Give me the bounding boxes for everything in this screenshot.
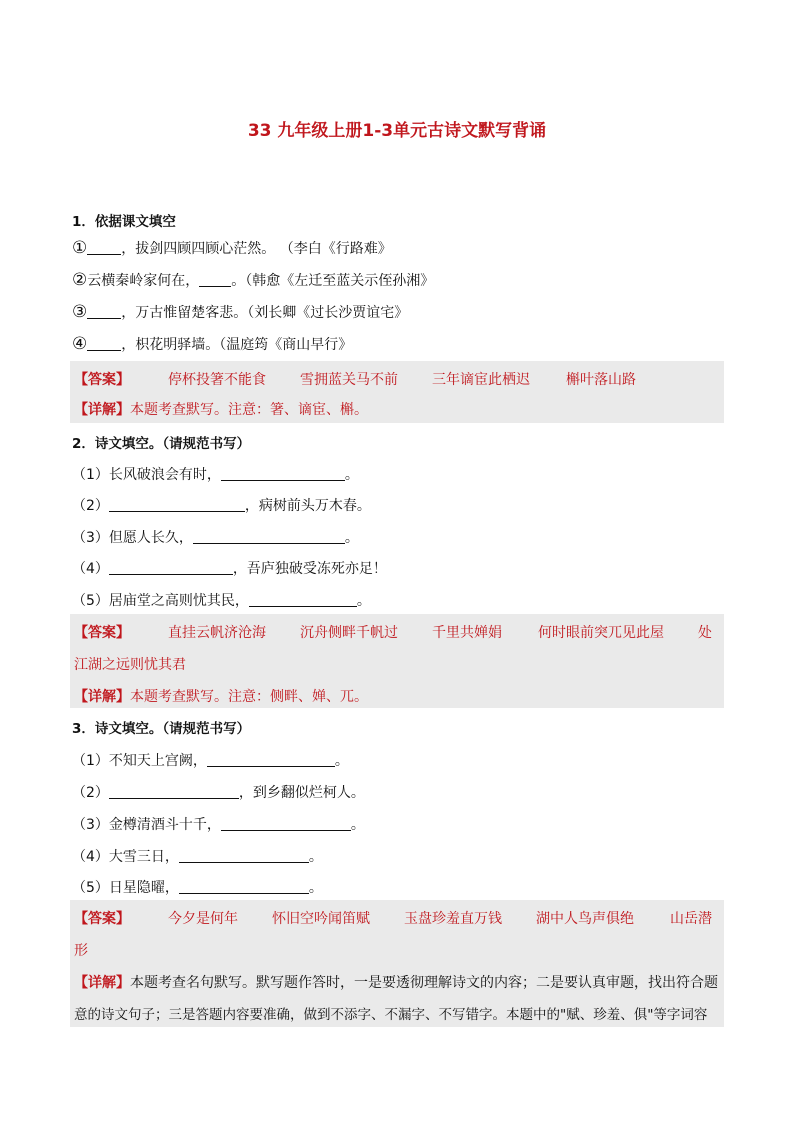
- blank: [249, 592, 357, 607]
- blank: [221, 466, 345, 481]
- answer-row: 【答案】 直挂云帆济沧海 沉舟侧畔千帆过 千里共婵娟 何时眼前突兀见此屋 处: [74, 622, 130, 642]
- blank: [193, 529, 345, 544]
- marker: ③: [72, 302, 88, 322]
- marker: ①: [72, 238, 88, 258]
- question-2-line-5: （5）居庙堂之高则忧其民， 。: [72, 593, 371, 609]
- blank: [87, 240, 121, 255]
- blank: [109, 497, 245, 512]
- answer-5: 山岳潜: [670, 911, 712, 927]
- blank: [207, 752, 335, 767]
- question-2-line-4: （4） ，吾庐独破受冻死亦足！: [72, 561, 387, 577]
- blank: [179, 848, 309, 863]
- answer-3: 三年谪宦此栖迟: [432, 372, 530, 388]
- question-3-line-2: （2） ，到乡翻似烂柯人。: [72, 785, 365, 801]
- page-title: 33 九年级上册1-3单元古诗文默写背诵: [247, 121, 547, 141]
- detail-row: 【详解】本题考查默写。注意：侧畔、婵、兀。: [74, 689, 368, 705]
- question-3-line-1: （1）不知天上宫阙， 。: [72, 753, 349, 769]
- question-2-line-3: （3）但愿人长久， 。: [72, 530, 359, 546]
- answer-2: 雪拥蓝关马不前: [300, 372, 398, 388]
- blank: [87, 336, 121, 351]
- marker: ②: [72, 270, 88, 290]
- blank: [87, 304, 121, 319]
- answer-1: 直挂云帆济沧海: [168, 625, 266, 641]
- detail-row-1: 【详解】本题考查名句默写。默写题作答时，一是要透彻理解诗文的内容；二是要认真审题，找出符合题: [74, 975, 718, 991]
- answer-row: 【答案】 今夕是何年 怀旧空吟闻笛赋 玉盘珍羞直万钱 湖中人鸟声俱绝 山岳潜: [74, 908, 130, 928]
- question-3-line-3: （3）金樽清酒斗十千， 。: [72, 817, 365, 833]
- question-3-line-4: （4）大雪三日， 。: [72, 849, 323, 865]
- answer-4: 湖中人鸟声俱绝: [536, 911, 634, 927]
- blank: [109, 560, 233, 575]
- answer-box-2: [70, 614, 724, 708]
- answer-row-wrap: 形: [74, 943, 88, 959]
- question-1-line-4: ④ ，枳花明驿墙。（温庭筠《商山早行》: [72, 334, 353, 354]
- answer-2: 怀旧空吟闻笛赋: [272, 911, 370, 927]
- answer-row-wrap: 江湖之远则忧其君: [74, 657, 186, 673]
- question-3-line-5: （5）日星隐曜， 。: [72, 880, 323, 896]
- answer-box-1: [70, 361, 724, 423]
- answer-2: 沉舟侧畔千帆过: [300, 625, 398, 641]
- answer-5: 处: [698, 625, 712, 641]
- question-2-line-1: （1）长风破浪会有时， 。: [72, 467, 359, 483]
- blank: [109, 784, 239, 799]
- question-2-line-2: （2） ，病树前头万木春。: [72, 498, 371, 514]
- blank: [179, 879, 309, 894]
- answer-1: 今夕是何年: [168, 911, 238, 927]
- question-3-heading: 3．诗文填空。（请规范书写）: [72, 721, 251, 737]
- blank: [221, 816, 351, 831]
- marker: ④: [72, 334, 88, 354]
- answer-row: 【答案】 停杯投箸不能食 雪拥蓝关马不前 三年谪宦此栖迟 槲叶落山路: [74, 369, 130, 389]
- question-2-heading: 2．诗文填空。（请规范书写）: [72, 436, 251, 452]
- detail-row: 【详解】本题考查默写。注意：箸、谪宦、槲。: [74, 402, 368, 418]
- answer-1: 停杯投箸不能食: [168, 372, 266, 388]
- answer-box-3: [70, 900, 724, 1027]
- answer-4: 槲叶落山路: [566, 372, 636, 388]
- answer-3: 千里共婵娟: [432, 625, 502, 641]
- question-1-line-2: ②云横秦岭家何在， 。（韩愈《左迁至蓝关示侄孙湘》: [72, 270, 435, 290]
- question-1-heading: 1．依据课文填空: [72, 214, 176, 230]
- detail-row-2: 意的诗文句子；三是答题内容要准确，做到不添字、不漏字、不写错字。本题中的"赋、珍羞、俱"等字词容: [74, 1007, 708, 1023]
- answer-4: 何时眼前突兀见此屋: [538, 625, 664, 641]
- answer-3: 玉盘珍羞直万钱: [404, 911, 502, 927]
- question-1-line-3: ③ ，万古惟留楚客悲。（刘长卿《过长沙贾谊宅》: [72, 302, 409, 322]
- blank: [199, 272, 231, 287]
- question-1-line-1: ① ，拔剑四顾四顾心茫然。 （李白《行路难》: [72, 238, 392, 258]
